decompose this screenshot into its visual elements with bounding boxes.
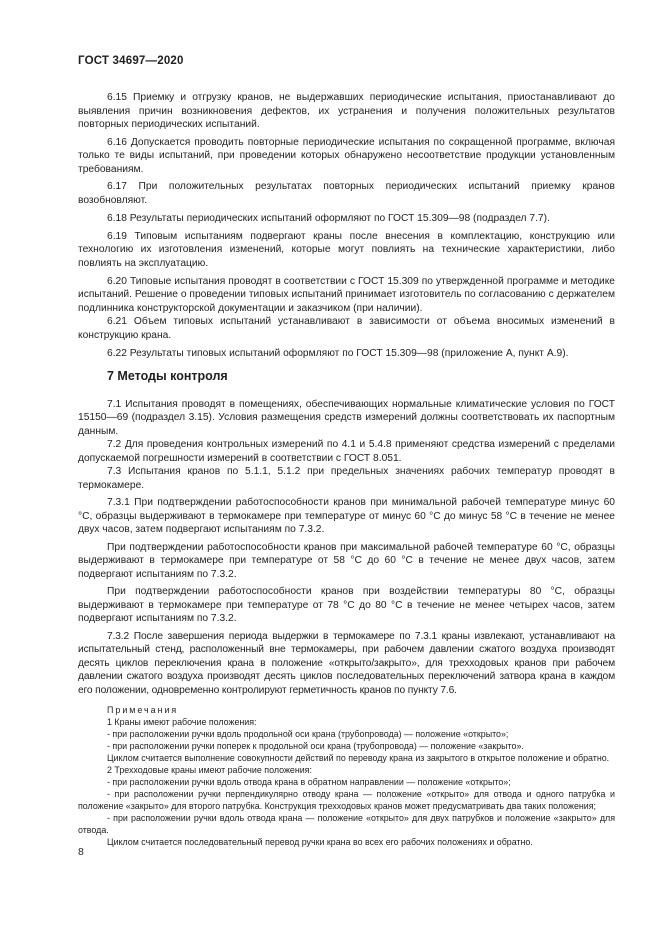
- paragraph-7-1: 7.1 Испытания проводят в помещениях, обеспечивающих нормальные климатические условия по ГОСТ 15150—69 (подраздел 3.15). Условия размещения средств измерений должны соответствовать их паспортным данным.: [78, 398, 615, 437]
- note-line: - при расположении ручки перпендикулярно отводу крана — положение «открыто» для отвода и одного патрубка и положение «закрыто» для второго патрубка. Конструкция трехходовых кранов может предусматривать два таких положения;: [78, 789, 615, 811]
- note-line: - при расположении ручки поперек к продольной оси крана (трубопровода) — положение «закрыто».: [107, 741, 524, 751]
- note-line: - при расположении ручки вдоль отвода крана в обратном направлении — положение «открыто»;: [107, 777, 511, 787]
- paragraph-6-21: 6.21 Объем типовых испытаний устанавливают в зависимости от объема вносимых изменений в конструкцию крана.: [78, 316, 615, 341]
- notes-title: Примечания: [107, 705, 179, 715]
- page-number: 8: [78, 846, 84, 858]
- note-line: - при расположении ручки вдоль отвода крана — положение «открыто» для двух патрубков и положение «закрыто» для отвода.: [78, 813, 615, 835]
- paragraph-7-3-1-max-temp: При подтверждении работоспособности кранов при максимальной рабочей температуре 60 °C, образцы выдерживают в термокамере при температуре от 58 °C до 60 °C в течение не менее двух часов, затем подвергают испытаниям по 7.3.2.: [78, 541, 615, 580]
- paragraph-7-2: 7.2 Для проведения контрольных измерений по 4.1 и 5.4.8 применяют средства измерений с пределами допускаемой погрешности измерений в соответствии с ГОСТ 8.051.: [78, 439, 615, 464]
- section-heading: 7 Методы контроля: [107, 369, 228, 383]
- document-header: ГОСТ 34697—2020: [78, 55, 184, 67]
- paragraph-6-19: 6.19 Типовым испытаниям подвергают краны после внесения в комплектацию, конструкцию или технологию их изготовления изменений, которые могут повлиять на технические характеристики, либо повлиять на эксплуатацию.: [78, 230, 615, 269]
- paragraph-6-22: 6.22 Результаты типовых испытаний оформляют по ГОСТ 15.309—98 (приложение А, пункт А.9).: [107, 347, 569, 359]
- paragraph-7-3-1-80c: При подтверждении работоспособности кранов при воздействии температуры 80 °C, образцы выдерживают в термокамере при температуре от 78 °C до 80 °C в течение не менее четырех часов, затем подвергают испытаниям по 7.3.2.: [78, 586, 615, 624]
- note-line: 1 Краны имеют рабочие положения:: [107, 717, 257, 727]
- paragraph-7-3-1: 7.3.1 При подтверждении работоспособности кранов при минимальной рабочей температуре минус 60 °C, образцы выдерживают в термокамере при температуре от минус 60 °C до минус 58 °C в течение не менее двух часов, затем подвергают испытаниям по 7.3.2.: [78, 497, 615, 535]
- note-line: Циклом считается выполнение совокупности действий по переводу крана из закрытого в открытое положение и обратно.: [107, 753, 610, 763]
- note-line: - при расположении ручки вдоль продольной оси крана (трубопровода) — положение «открыто»;: [107, 729, 509, 739]
- note-line: Циклом считается последовательный перевод ручки крана во всех его рабочих положениях и обратно.: [107, 837, 533, 847]
- paragraph-7-3-2: 7.3.2 После завершения периода выдержки в термокамере по 7.3.1 краны извлекают, устанавливают на испытательный стенд, расположенный вне термокамеры, при рабочем давлении сжатого воздуха производят десять циклов переключения крана в положение «открыто/закрыто», для трехходовых кранов при рабочем давлении сжатого воздуха производят десять циклов последовательных переключений затвора крана в каждом его положении, одновременно контролируют герметичность кранов по пункту 7.6.: [78, 630, 615, 696]
- paragraph-6-17: 6.17 При положительных результатах повторных периодических испытаний приемку кранов возобновляют.: [78, 181, 615, 206]
- paragraph-6-16: 6.16 Допускается проводить повторные периодические испытания по сокращенной программе, включая только те виды испытаний, при проведении которых обнаружено несоответствие продукции установленным требованиям.: [78, 136, 615, 175]
- paragraph-6-15: 6.15 Приемку и отгрузку кранов, не выдержавших периодические испытания, приостанавливают до выявления причин возникновения дефектов, их устранения и получения положительных результатов повторных периодических испытаний.: [78, 92, 615, 130]
- paragraph-7-3: 7.3 Испытания кранов по 5.1.1, 5.1.2 при предельных значениях рабочих температур проводят в термокамере.: [78, 466, 615, 491]
- paragraph-6-20: 6.20 Типовые испытания проводят в соответствии с ГОСТ 15.309 по утвержденной программе и методике испытаний. Решение о проведении типовых испытаний принимает изготовитель по согласованию с держателем подлинника конструкторской документации и заказчиком (при наличии).: [78, 275, 615, 314]
- document-body: [78, 91, 615, 848]
- note-line: 2 Трехходовые краны имеют рабочие положения:: [107, 765, 312, 775]
- notes-block: [78, 704, 615, 848]
- paragraph-6-18: 6.18 Результаты периодических испытаний оформляют по ГОСТ 15.309—98 (подраздел 7.7).: [107, 212, 550, 224]
